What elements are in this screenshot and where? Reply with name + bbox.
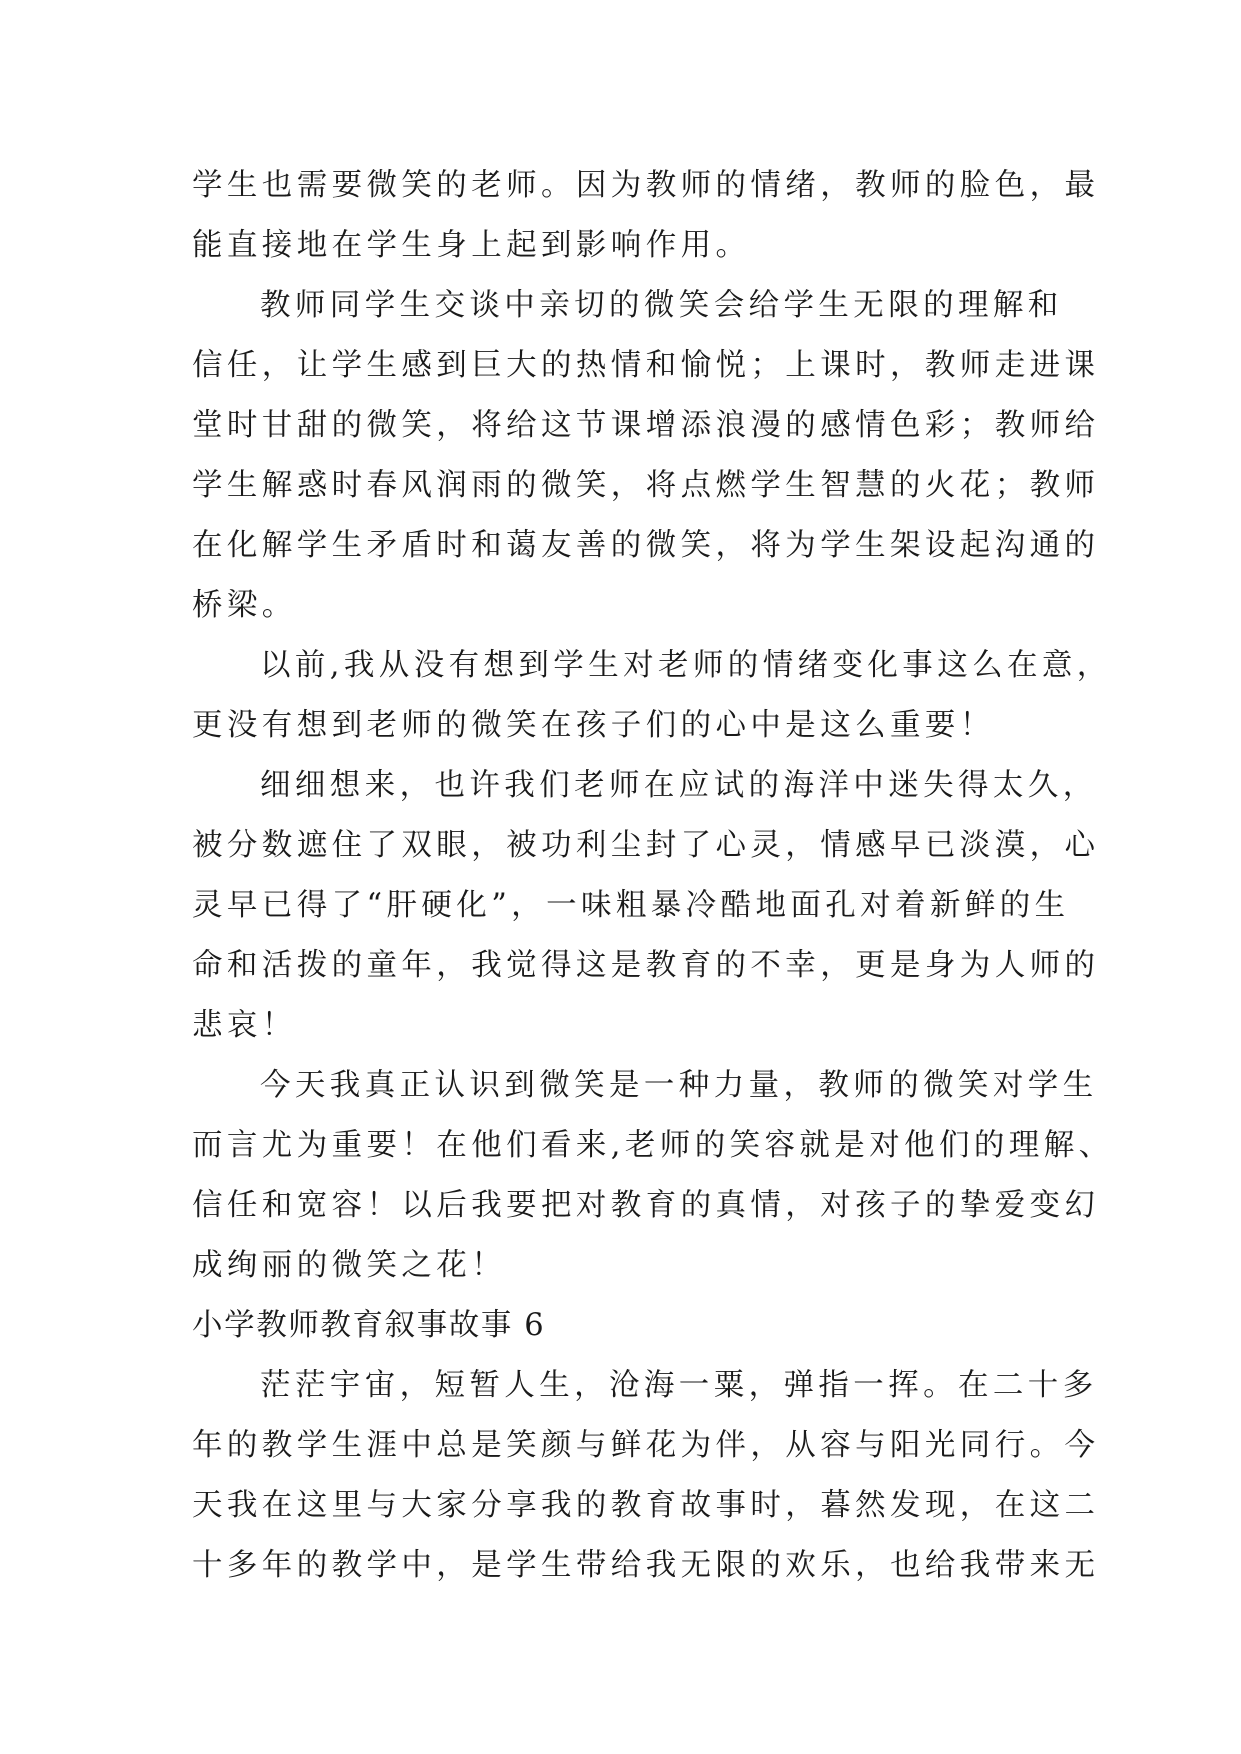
text-line: 成绚丽的微笑之花！ <box>192 1248 507 1283</box>
text-line: 今天我真正认识到微笑是一种力量，教师的微笑对学生 <box>260 1068 1098 1103</box>
text-line: 茫茫宇宙，短暂人生，沧海一粟，弹指一挥。在二十多 <box>260 1368 1098 1403</box>
document-body <box>192 156 1114 1596</box>
text-line: 命和活拨的童年，我觉得这是教育的不幸，更是身为人师的 <box>192 948 1100 983</box>
text-line: 在化解学生矛盾时和蔼友善的微笑，将为学生架设起沟通的 <box>192 528 1100 563</box>
text-line: 十多年的教学中，是学生带给我无限的欢乐，也给我带来无 <box>192 1548 1100 1583</box>
text-line: 学生解惑时春风润雨的微笑，将点燃学生智慧的火花；教师 <box>192 468 1100 503</box>
paragraph <box>192 1356 1100 1596</box>
text-line: 堂时甘甜的微笑，将给这节课增添浪漫的感情色彩；教师给 <box>192 408 1100 443</box>
paragraph <box>192 156 1100 276</box>
text-line: 能直接地在学生身上起到影响作用。 <box>192 228 751 263</box>
text-line: 信任和宽容！以后我要把对教育的真情，对孩子的挚爱变幻 <box>192 1188 1100 1223</box>
section-title: 小学教师教育叙事故事 6 <box>192 1308 546 1343</box>
paragraph <box>192 1056 1114 1296</box>
paragraph <box>192 756 1100 1056</box>
text-line: 天我在这里与大家分享我的教育故事时，暮然发现，在这二 <box>192 1488 1100 1523</box>
text-line: 灵早已得了“肝硬化”，一味粗暴冷酷地面孔对着新鲜的生 <box>192 888 1070 923</box>
text-line: 细细想来，也许我们老师在应试的海洋中迷失得太久， <box>260 768 1098 803</box>
text-line: 年的教学生涯中总是笑颜与鲜花为伴，从容与阳光同行。今 <box>192 1428 1100 1463</box>
text-line: 桥梁。 <box>192 588 297 623</box>
text-line: 悲哀！ <box>192 1008 297 1043</box>
text-line: 信任，让学生感到巨大的热情和愉悦；上课时，教师走进课 <box>192 348 1100 383</box>
text-line: 更没有想到老师的微笑在孩子们的心中是这么重要！ <box>192 708 995 743</box>
paragraph <box>192 636 1112 756</box>
text-line: 以前,我从没有想到学生对老师的情绪变化事这么在意， <box>260 648 1112 683</box>
text-line: 学生也需要微笑的老师。因为教师的情绪，教师的脸色，最 <box>192 168 1100 203</box>
text-line: 而言尤为重要！在他们看来,老师的笑容就是对他们的理解、 <box>192 1128 1114 1163</box>
text-line: 被分数遮住了双眼，被功利尘封了心灵，情感早已淡漠，心 <box>192 828 1100 863</box>
text-line: 教师同学生交谈中亲切的微笑会给学生无限的理解和 <box>260 288 1063 323</box>
paragraph <box>192 276 1100 636</box>
